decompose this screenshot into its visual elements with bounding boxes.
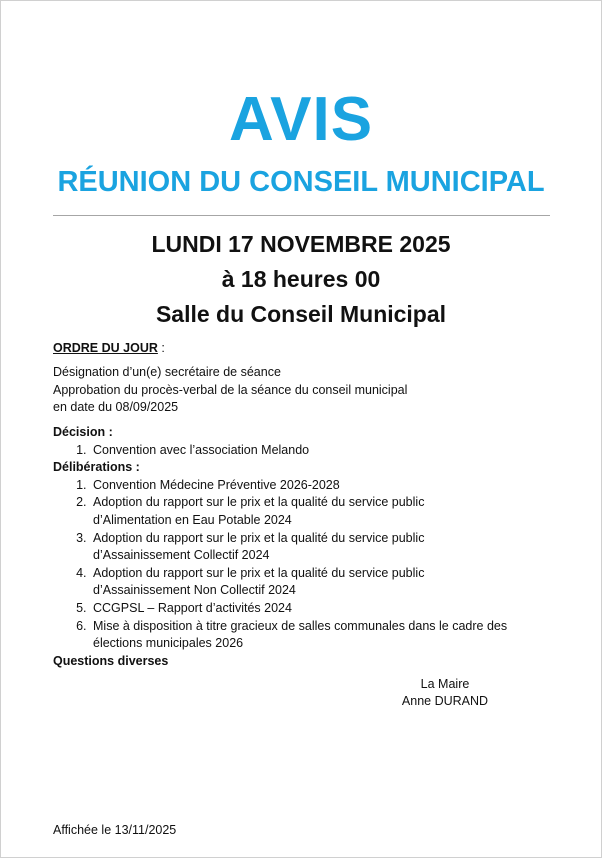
meeting-place: Salle du Conseil Municipal xyxy=(155,301,447,327)
signature-name: Anne DURAND xyxy=(401,694,489,708)
item-line: CCGPSL – Rapport d’activités 2024 xyxy=(93,600,292,615)
item-line: d’Alimentation en Eau Potable 2024 xyxy=(93,512,292,527)
item-line: d’Assainissement Collectif 2024 xyxy=(93,548,270,563)
deliberations-list xyxy=(53,477,507,653)
meeting-time: à 18 heures 00 xyxy=(221,266,381,292)
list-item xyxy=(90,565,507,600)
item-line: d’Assainissement Non Collectif 2024 xyxy=(93,583,296,598)
decision-list xyxy=(53,442,507,460)
signature-block xyxy=(395,676,495,710)
deliberations-label: Délibérations : xyxy=(53,460,140,475)
item-line: Adoption du rapport sur le prix et la qualité du service public xyxy=(93,530,425,545)
item-line: élections municipales 2026 xyxy=(93,636,244,651)
notice-subtitle: RÉUNION DU CONSEIL MUNICIPAL xyxy=(57,166,545,198)
intro-line: en date du 08/09/2025 xyxy=(53,400,179,415)
decision-label: Décision : xyxy=(53,425,113,439)
intro-line: Approbation du procès-verbal de la séance du conseil municipal xyxy=(53,382,408,397)
meeting-date: LUNDI 17 NOVEMBRE 2025 xyxy=(151,231,451,257)
divider xyxy=(53,215,550,216)
posted-date: Affichée le 13/11/2025 xyxy=(53,823,177,837)
agenda-heading xyxy=(53,340,165,358)
item-line: Convention Médecine Préventive 2026-2028 xyxy=(93,477,340,492)
item-line: Mise à disposition à titre gracieux de salles communales dans le cadre des xyxy=(93,618,508,633)
list-item xyxy=(90,600,507,618)
list-item xyxy=(90,477,507,495)
agenda-label: ORDRE DU JOUR xyxy=(53,341,158,355)
agenda-colon: : xyxy=(157,341,165,355)
agenda-body xyxy=(53,424,507,670)
intro-block xyxy=(53,364,407,417)
list-item xyxy=(90,618,507,653)
signature-role: La Maire xyxy=(420,677,470,691)
list-item xyxy=(90,494,507,529)
list-item: 1. Convention avec l’association Melando xyxy=(90,442,507,460)
item-line: Adoption du rapport sur le prix et la qualité du service public xyxy=(93,565,425,580)
questions-label: Questions diverses xyxy=(53,653,169,668)
intro-line: Désignation d’un(e) secrétaire de séance xyxy=(53,365,281,379)
list-item xyxy=(90,530,507,565)
notice-title: AVIS xyxy=(228,85,374,154)
item-line: Adoption du rapport sur le prix et la qualité du service public xyxy=(93,495,425,510)
